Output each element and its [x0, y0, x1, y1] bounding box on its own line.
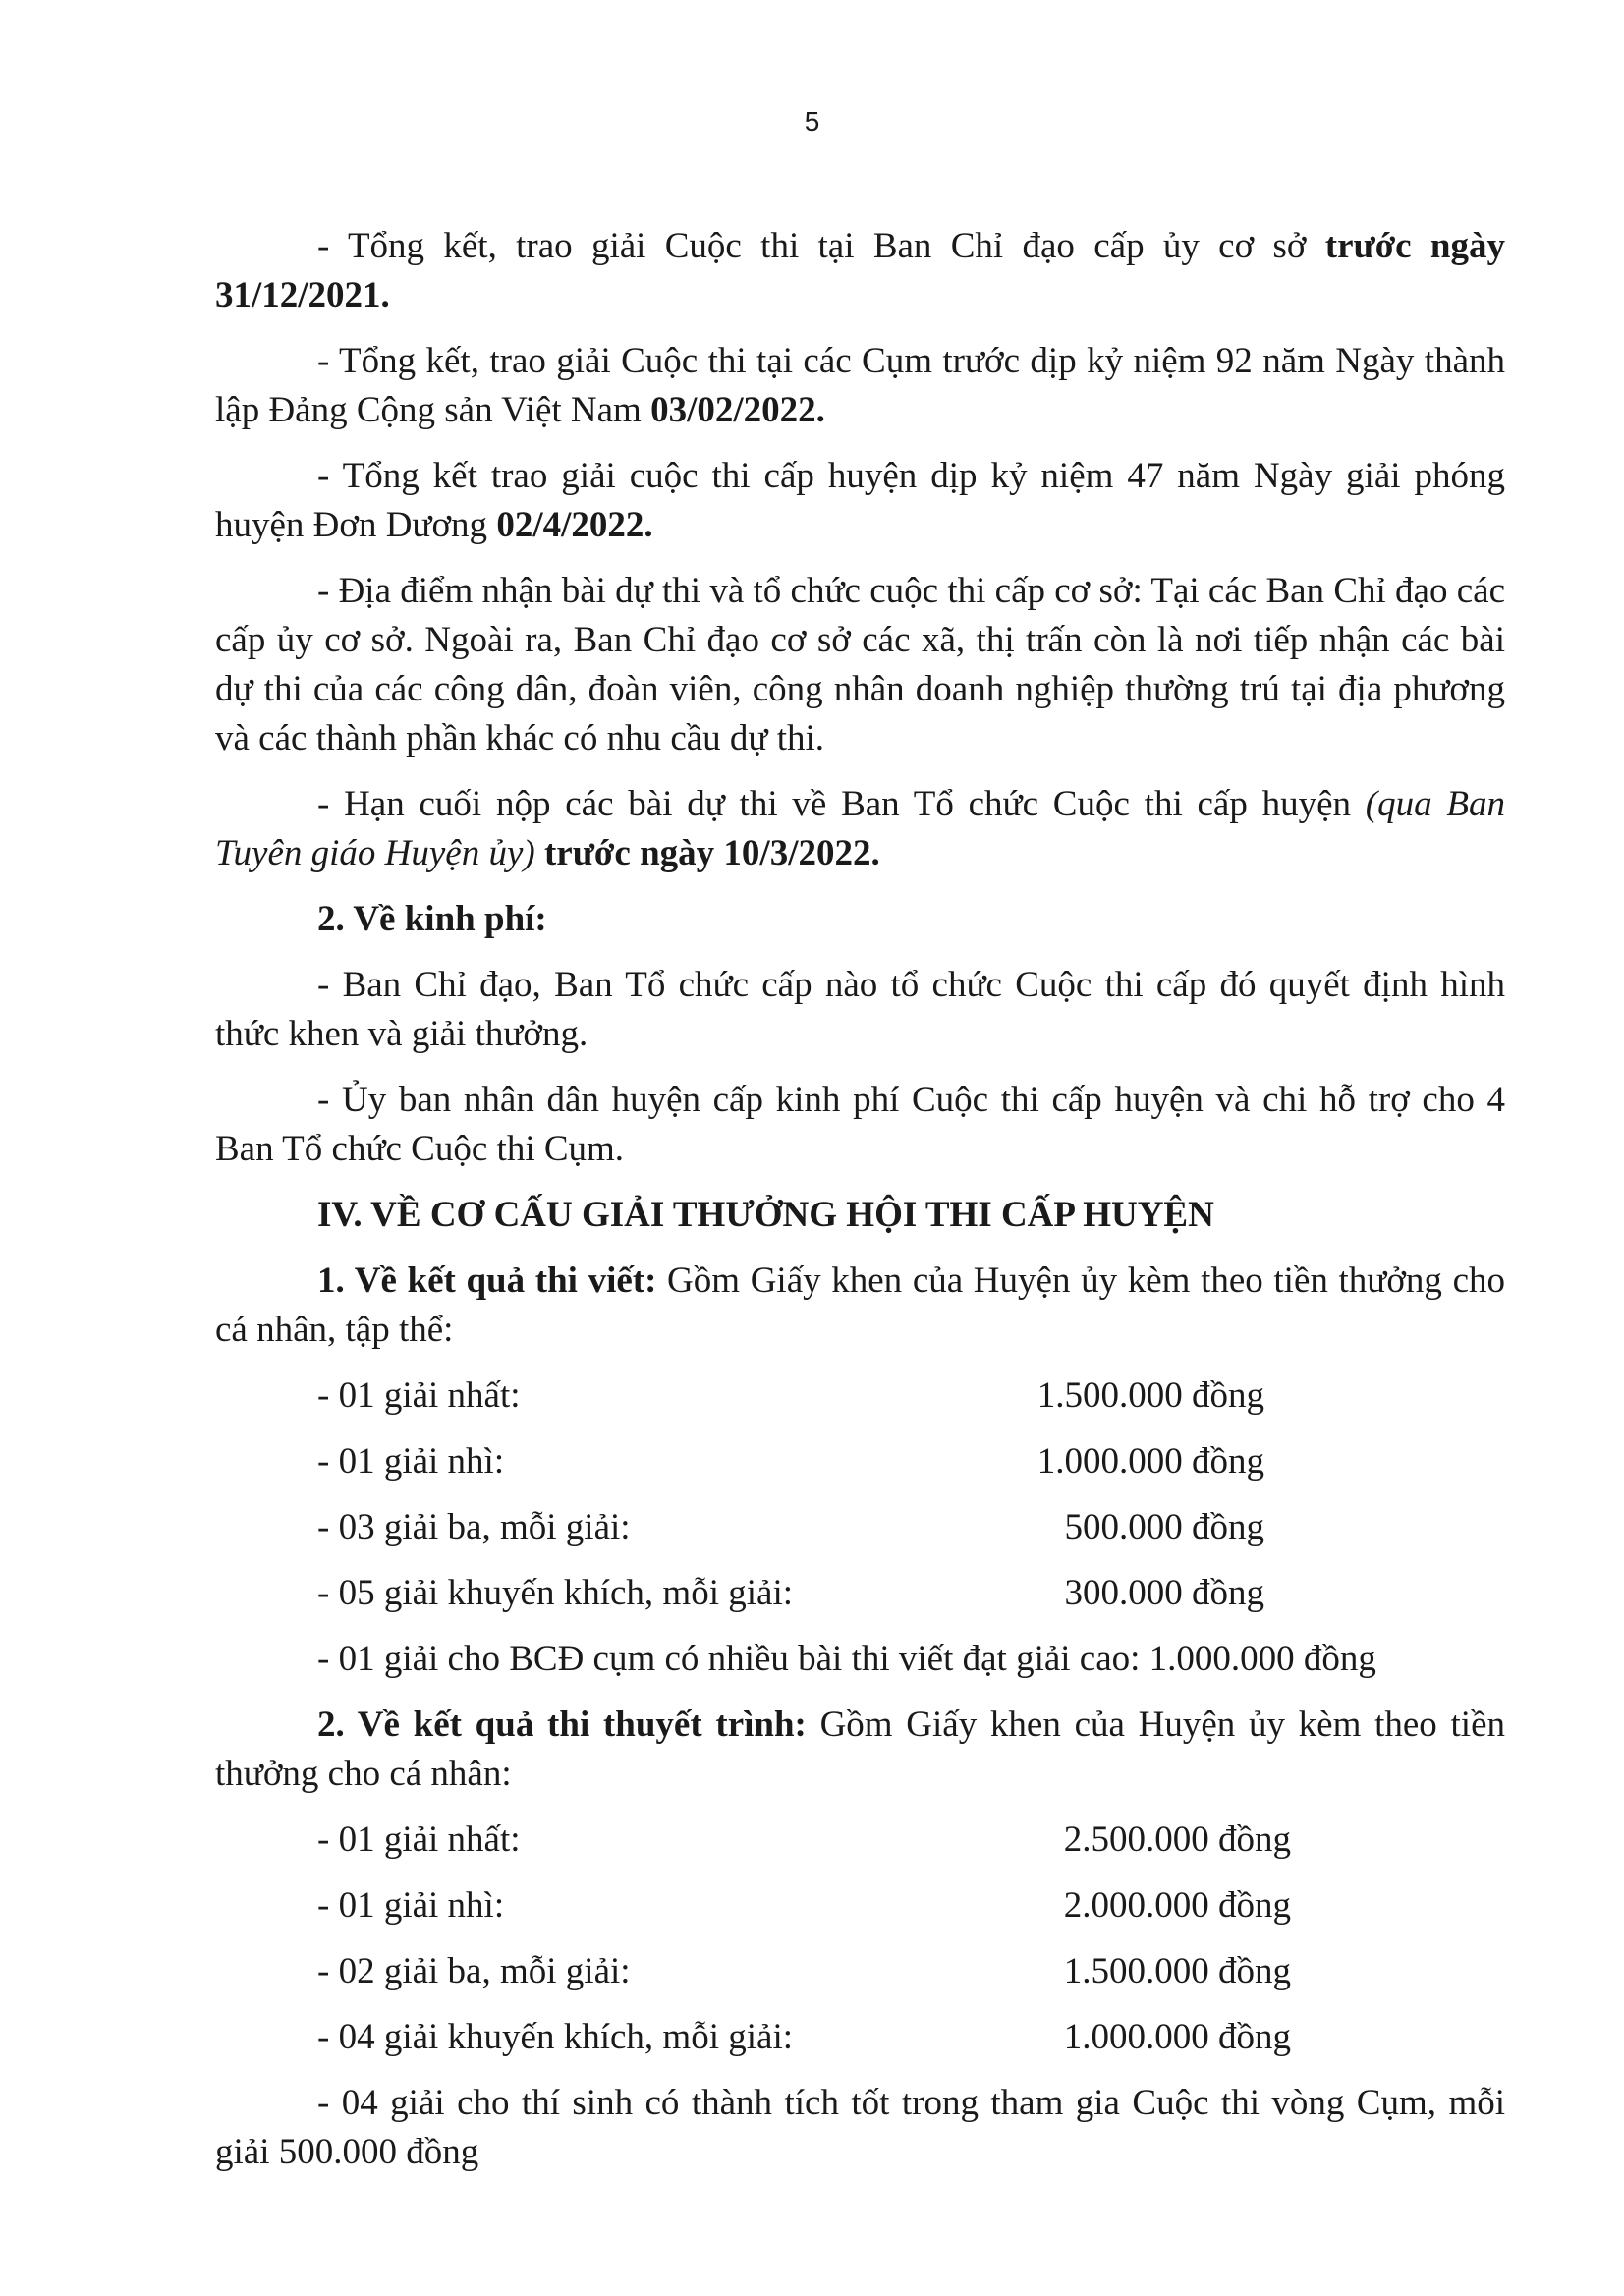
prize-amount: 1.000.000 đồng — [1036, 1441, 1264, 1482]
prize-amount: 300.000 đồng — [1064, 1573, 1264, 1613]
paragraph-presentation-results: 2. Về kết quả thi thuyết trình: Gồm Giấy khen của Huyện ủy kèm theo tiền thưởng cho cá nhân: — [215, 1705, 1505, 1794]
prize-row — [215, 1503, 1505, 1552]
paragraph-funding-support: - Ủy ban nhân dân huyện cấp kinh phí Cuộc thi cấp huyện và chi hỗ trợ cho 4 Ban Tổ chức Cuộc thi Cụm. — [215, 1080, 1505, 1169]
document-body — [215, 222, 1505, 2177]
prize-label: - 02 giải ba, mỗi giải: — [317, 1951, 631, 1991]
prize-row — [215, 1881, 1505, 1931]
page-number: 5 — [804, 106, 820, 137]
paragraph-summary-base: - Tổng kết, trao giải Cuộc thi tại Ban Chỉ đạo cấp ủy cơ sở trước ngày 31/12/2021. — [215, 226, 1505, 315]
prize-label: - 01 giải nhì: — [317, 1885, 505, 1926]
paragraph-summary-district: - Tổng kết trao giải cuộc thi cấp huyện dịp kỷ niệm 47 năm Ngày giải phóng huyện Đơn Dương 02/4/2022. — [215, 456, 1505, 545]
prize-label: - 05 giải khuyến khích, mỗi giải: — [317, 1573, 793, 1613]
prize-label: - 01 giải nhất: — [317, 1375, 521, 1416]
paragraph-cluster-prize: - 01 giải cho BCĐ cụm có nhiều bài thi viết đạt giải cao: 1.000.000 đồng — [317, 1639, 1376, 1679]
prize-amount: 1.500.000 đồng — [1063, 1951, 1291, 1991]
paragraph-cluster-round-prize: - 04 giải cho thí sinh có thành tích tốt trong tham gia Cuộc thi vòng Cụm, mỗi giải 500.000 đồng — [215, 2083, 1505, 2172]
prize-row — [215, 1437, 1505, 1486]
paragraph-funding-form: - Ban Chỉ đạo, Ban Tổ chức cấp nào tổ chức Cuộc thi cấp đó quyết định hình thức khen và giải thưởng. — [215, 965, 1505, 1054]
prize-amount: 1.500.000 đồng — [1036, 1375, 1264, 1416]
prize-row — [215, 2013, 1505, 2062]
prize-row — [215, 1372, 1505, 1421]
prize-amount: 2.500.000 đồng — [1063, 1820, 1291, 1860]
prize-label: - 01 giải nhất: — [317, 1820, 521, 1860]
prize-label: - 04 giải khuyến khích, mỗi giải: — [317, 2017, 793, 2057]
prize-row — [215, 1816, 1505, 1865]
prize-amount: 2.000.000 đồng — [1063, 1885, 1291, 1926]
prize-label: - 03 giải ba, mỗi giải: — [317, 1507, 631, 1547]
section-heading-prize-structure: IV. VỀ CƠ CẤU GIẢI THƯỞNG HỘI THI CẤP HUYỆN — [317, 1195, 1214, 1235]
paragraph-writing-results: 1. Về kết quả thi viết: Gồm Giấy khen của Huyện ủy kèm theo tiền thưởng cho cá nhân, tập thể: — [215, 1260, 1505, 1350]
prize-row — [215, 1569, 1505, 1618]
paragraph-summary-cluster: - Tổng kết, trao giải Cuộc thi tại các Cụm trước dịp kỷ niệm 92 năm Ngày thành lập Đảng Cộng sản Việt Nam 03/02/2022. — [215, 341, 1505, 430]
prize-amount: 500.000 đồng — [1064, 1507, 1264, 1547]
section-heading-funding: 2. Về kinh phí: — [317, 899, 547, 939]
prize-row — [215, 1947, 1505, 1996]
prize-amount: 1.000.000 đồng — [1063, 2017, 1291, 2057]
prize-label: - 01 giải nhì: — [317, 1441, 505, 1482]
paragraph-submission-deadline: - Hạn cuối nộp các bài dự thi về Ban Tổ chức Cuộc thi cấp huyện (qua Ban Tuyên giáo Huyện ủy) trước ngày 10/3/2022. — [215, 784, 1505, 873]
paragraph-submission-location: - Địa điểm nhận bài dự thi và tổ chức cuộc thi cấp cơ sở: Tại các Ban Chỉ đạo các cấp ủy cơ sở. Ngoài ra, Ban Chỉ đạo cơ sở các xã, thị trấn còn là nơi tiếp nhận các bài dự thi của các công dân, đoàn viên, công nhân doanh nghiệp thường trú tại địa phương và các thành phần khác có nhu cầu dự thi. — [215, 571, 1505, 758]
